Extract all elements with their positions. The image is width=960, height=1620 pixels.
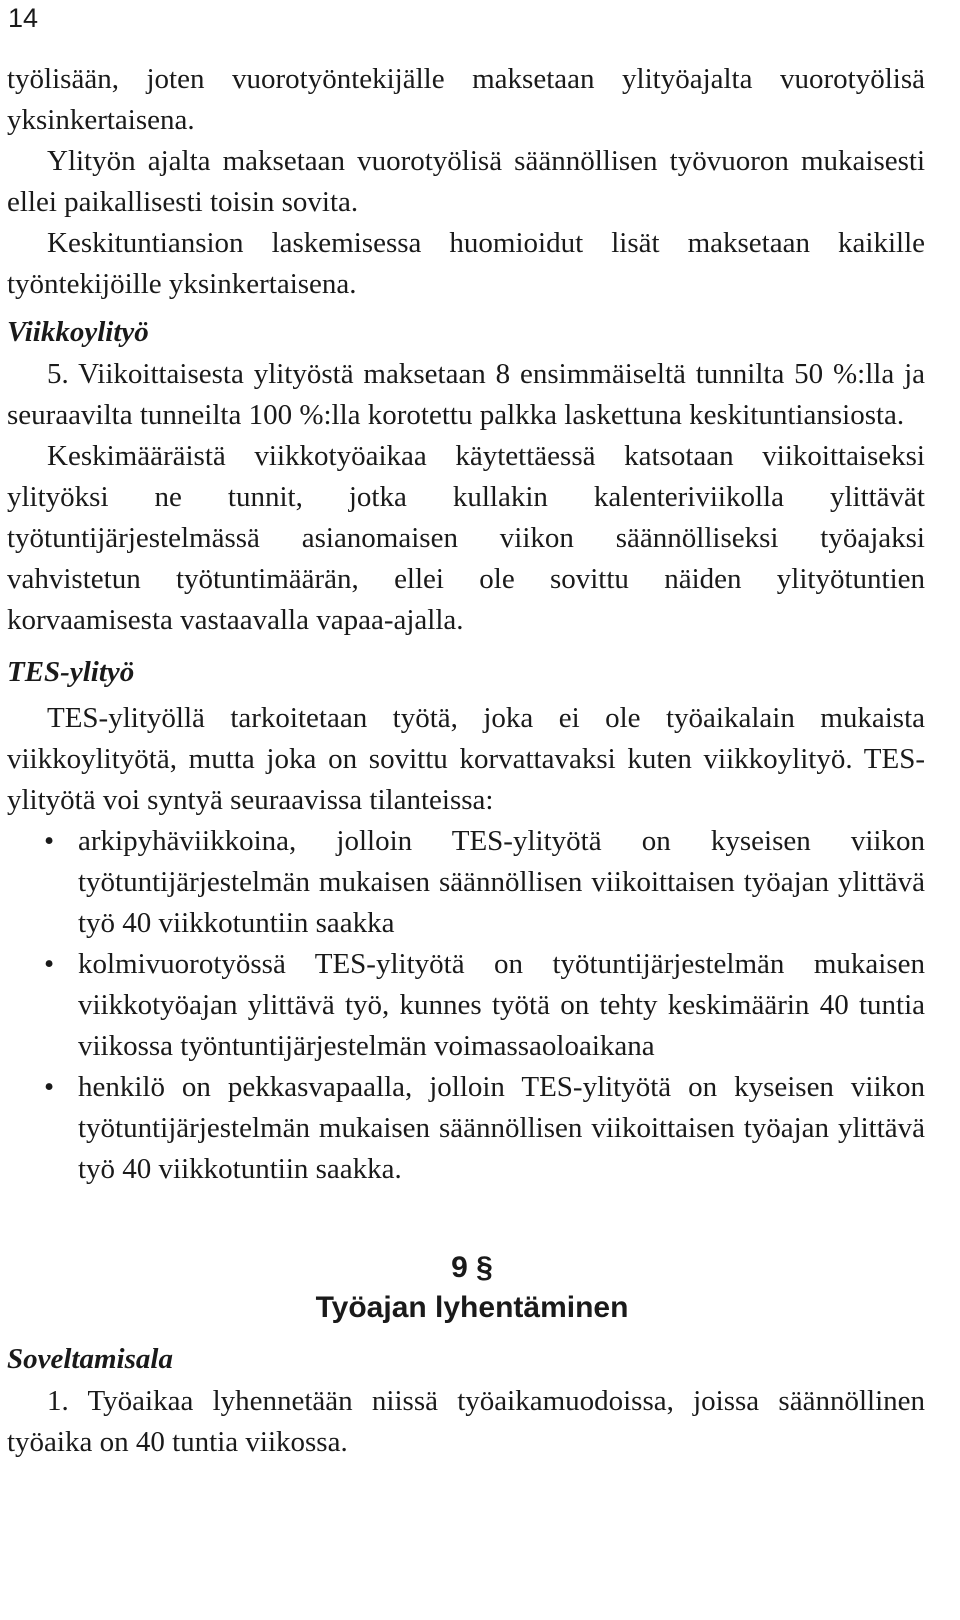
list-item — [7, 1067, 925, 1190]
heading-tes-ylityo: TES-ylityö — [7, 656, 135, 688]
paragraph-3: Keskituntiansion laskemisessa huomioidut lisät maksetaan kaikille työntekijöille yksinkertaisena. — [7, 227, 925, 300]
paragraph-6: TES-ylityöllä tarkoitetaan työtä, joka ei ole työaikalain mukaista viikkoylityötä, mutta joka on sovittu korvattavaksi kuten viikkoylityö. TES-ylityötä voi syntyä seuraavissa tilanteissa: — [7, 702, 925, 816]
paragraph-soveltamisala-1: 1. Työaikaa lyhennetään niissä työaikamuodoissa, joissa säännöllinen työaika on 40 tuntia viikossa. — [7, 1385, 925, 1458]
heading-viikkoylityo: Viikkoylityö — [7, 316, 149, 348]
document-body — [7, 59, 925, 1463]
paragraph-5: Keskimääräistä viikkotyöaikaa käytettäessä katsotaan viikoittaiseksi ylityöksi ne tunnit, jotka kullakin kalenteriviikolla ylittävät työtuntijärjestelmässä asianomaisen viikon säännölliseksi työajaksi vahvistetun työtuntimäärän, ellei ole sovittu näiden ylityötuntien korvaamisesta vastaavalla vapaa-ajalla. — [7, 440, 925, 636]
section-title: Työajan lyhentäminen — [315, 1291, 629, 1324]
list-item — [7, 944, 925, 1067]
list-item-text: kolmivuorotyössä TES-ylityötä on työtuntijärjestelmän mukaisen viikkotyöajan ylittävä työ, kunnes työtä on tehty keskimäärin 40 tuntia viikossa työntuntijärjestelmän voimassaoloaikana — [78, 948, 925, 1062]
paragraph-2: Ylityön ajalta maksetaan vuorotyölisä säännöllisen työvuoron mukaisesti ellei paikallisesti toisin sovita. — [7, 145, 925, 218]
paragraph-4: 5. Viikoittaisesta ylityöstä maksetaan 8 ensimmäiseltä tunnilta 50 %:lla ja seuraavilta tunneilta 100 %:lla korotettu palkka laskettuna keskituntiansiosta. — [7, 358, 925, 431]
bullet-icon: • — [44, 825, 55, 857]
section-heading — [7, 1248, 937, 1328]
page-number: 14 — [8, 3, 39, 33]
section-number: 9 § — [451, 1251, 493, 1284]
bullet-icon: • — [44, 1071, 55, 1103]
bullet-list — [7, 821, 925, 1190]
list-item-text: arkipyhäviikkoina, jolloin TES-ylityötä on kyseisen viikon työtuntijärjestelmän mukaisen säännöllisen viikoittaisen työajan ylittävä työ 40 viikkotuntiin saakka — [78, 825, 925, 939]
bullet-icon: • — [44, 948, 55, 980]
heading-soveltamisala: Soveltamisala — [7, 1343, 173, 1375]
list-item-text: henkilö on pekkasvapaalla, jolloin TES-ylityötä on kyseisen viikon työtuntijärjestelmän mukaisen säännöllisen viikoittaisen työajan ylittävä työ 40 viikkotuntiin saakka. — [78, 1071, 925, 1185]
paragraph-1: työlisään, joten vuorotyöntekijälle maksetaan ylityöajalta vuorotyölisä yksinkertaisena. — [7, 63, 925, 136]
list-item — [7, 821, 925, 944]
